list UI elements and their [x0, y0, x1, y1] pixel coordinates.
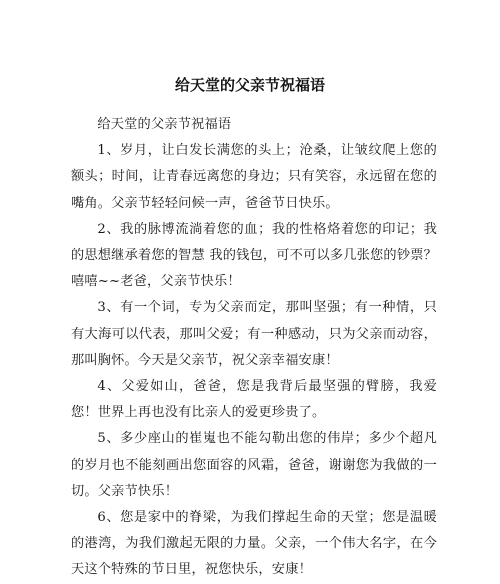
paragraph-heading: 给天堂的父亲节祝福语 — [97, 117, 232, 132]
paragraph-4: 4、父爱如山，爸爸，您是我背后最坚强的臂膀，我爱您！世界上再也没有比亲人的爱更珍贵了。 — [71, 379, 437, 421]
document-title: 给天堂的父亲节祝福语 — [174, 76, 325, 94]
document-body — [71, 112, 437, 584]
paragraph-6: 6、您是家中的脊梁，为我们撑起生命的天堂；您是温暖的港湾，为我们激起无限的力量。父亲，一个伟大名字，在今天这个特殊的节日里，祝您快乐，安康！ — [71, 510, 437, 578]
paragraph-2: 2、我的脉博流淌着您的血；我的性格烙着您的印记；我的思想继承着您的智慧 我的钱包，可不可以多几张您的钞票？嘻嘻~~老爸，父亲节快乐！ — [71, 221, 437, 290]
paragraph-3: 3、有一个词，专为父亲而定，那叫坚强；有一种情，只有大海可以代表，那叫父爱；有一种感动，只为父亲而动容，那叫胸怀。今天是父亲节，祝父亲幸福安康！ — [71, 300, 437, 368]
paragraph-1: 1、岁月，让白发长满您的头上；沧桑，让皱纹爬上您的额头；时间，让青春远离您的身边；只有笑容，永远留在您的嘴角。父亲节轻轻问候一声，爸爸节日快乐。 — [71, 143, 437, 211]
paragraph-5: 5、多少座山的崔嵬也不能勾勒出您的伟岸；多少个超凡的岁月也不能刻画出您面容的风霜，爸爸，谢谢您为我做的一切。父亲节快乐！ — [71, 431, 437, 499]
